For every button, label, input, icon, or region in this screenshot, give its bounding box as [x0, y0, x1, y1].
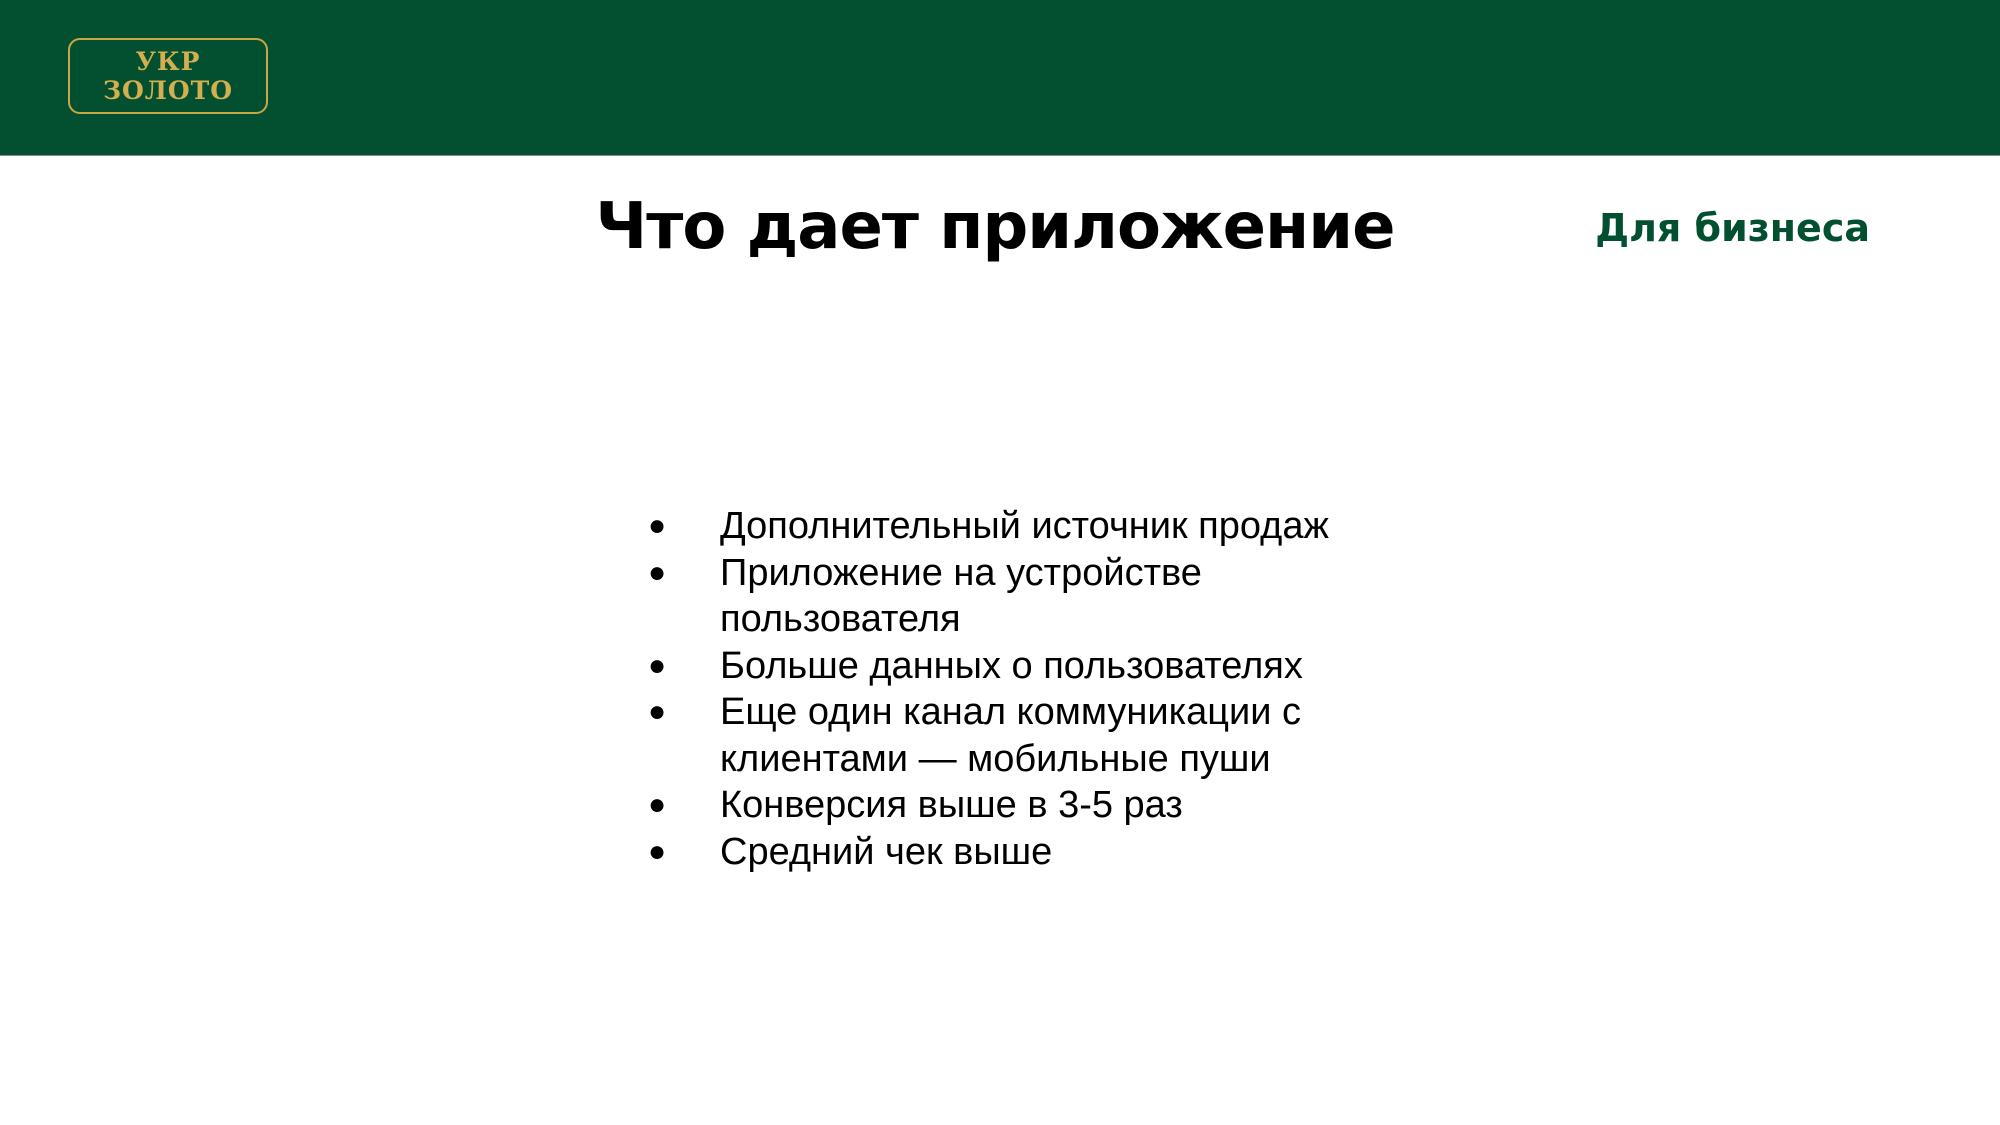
logo-text-line2: ЗОЛОТО	[102, 76, 234, 105]
list-item	[640, 503, 1400, 550]
list-item	[640, 689, 1400, 782]
logo-text-line1: УКР	[135, 47, 201, 76]
bullet-icon: ●	[648, 695, 667, 728]
benefits-list	[640, 503, 1400, 875]
list-item	[640, 782, 1400, 829]
slide-title: Что дает приложение	[595, 190, 1395, 264]
bullet-icon: ●	[648, 788, 667, 821]
list-item-text: Больше данных о пользователях	[720, 644, 1303, 687]
list-item	[640, 829, 1400, 876]
list-item	[640, 643, 1400, 690]
list-item-text: Приложение на устройстве пользователя	[720, 551, 1202, 640]
list-item-text: Конверсия выше в 3-5 раз	[720, 784, 1183, 826]
slide-subtitle: Для бизнеса	[1595, 206, 1870, 250]
brand-logo	[68, 38, 268, 114]
list-item-text: Еще один канал коммуникации с клиентами — мобильные пуши	[720, 691, 1302, 780]
list-item-text: Средний чек выше	[720, 830, 1053, 873]
list-item-text: Дополнительный источник продаж	[720, 505, 1329, 547]
bullet-icon: ●	[648, 834, 667, 868]
header-bar	[0, 0, 2000, 156]
bullet-icon: ●	[648, 509, 667, 542]
bullet-icon: ●	[648, 648, 667, 682]
bullet-icon: ●	[648, 555, 667, 589]
list-item	[640, 550, 1400, 643]
